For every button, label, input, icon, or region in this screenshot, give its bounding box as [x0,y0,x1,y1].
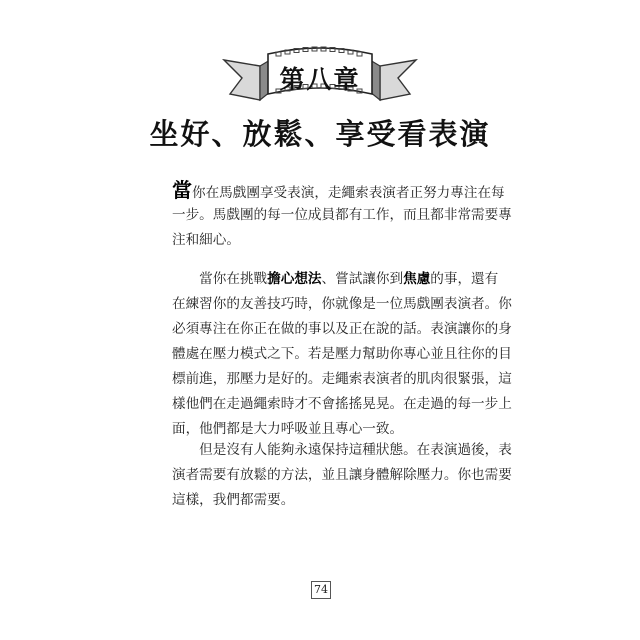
chapter-label: 第八章 [279,65,361,94]
text-line [172,203,512,228]
text-segment: 當你在挑戰 [172,271,268,287]
text-segment: 標前進，那壓力是好的。走繩索表演者的肌肉很緊張，這 [172,371,512,387]
text-segment: 這樣，我們都需要。 [172,492,295,508]
text-segment: 、嘗試讓你到 [321,271,404,287]
text-line [172,317,512,342]
paragraph-2 [172,267,512,442]
text-line [172,228,472,253]
text-line [172,438,512,463]
page-number: 74 [311,581,331,599]
text-line [172,267,499,292]
text-segment: 體處在壓力模式之下。若是壓力幫助你專心並且往你的目 [172,346,512,362]
bold-term: 擔心想法 [267,271,322,287]
paragraph-3 [172,438,512,513]
text-segment: 面，他們都是大力呼吸並且專心一致。 [172,421,404,437]
text-segment: 的事，還有 [430,271,499,287]
text-line [172,367,512,392]
text-segment: 演者需要有放鬆的方法，並且讓身體解除壓力。你也需要 [172,467,512,483]
text-segment: 必須專注在你正在做的事以及正在說的話。表演讓你的身 [172,321,512,337]
text-segment: 你在馬戲團享受表演，走繩索表演者正努力專注在每 [192,185,505,201]
drop-cap: 當 [172,178,192,202]
text-segment: 注和細心。 [172,232,240,248]
text-segment: 在練習你的友善技巧時，你就像是一位馬戲團表演者。你 [172,296,512,312]
chapter-banner [222,38,418,114]
text-line [172,292,512,317]
text-line [172,392,512,417]
page-title: 坐好、放鬆、享受看表演 [149,117,491,151]
bold-term: 焦慮 [403,271,431,287]
paragraph-1 [172,178,512,253]
text-line [172,488,472,513]
text-segment: 一步。馬戲團的每一位成員都有工作，而且都非常需要專 [172,207,512,223]
text-line [172,342,512,367]
text-segment: 樣他們在走過繩索時才不會搖搖晃晃。在走過的每一步上 [172,396,512,412]
text-line [172,463,512,488]
text-line [172,178,505,203]
text-segment: 但是沒有人能夠永遠保持這種狀態。在表演過後，表 [172,442,512,458]
